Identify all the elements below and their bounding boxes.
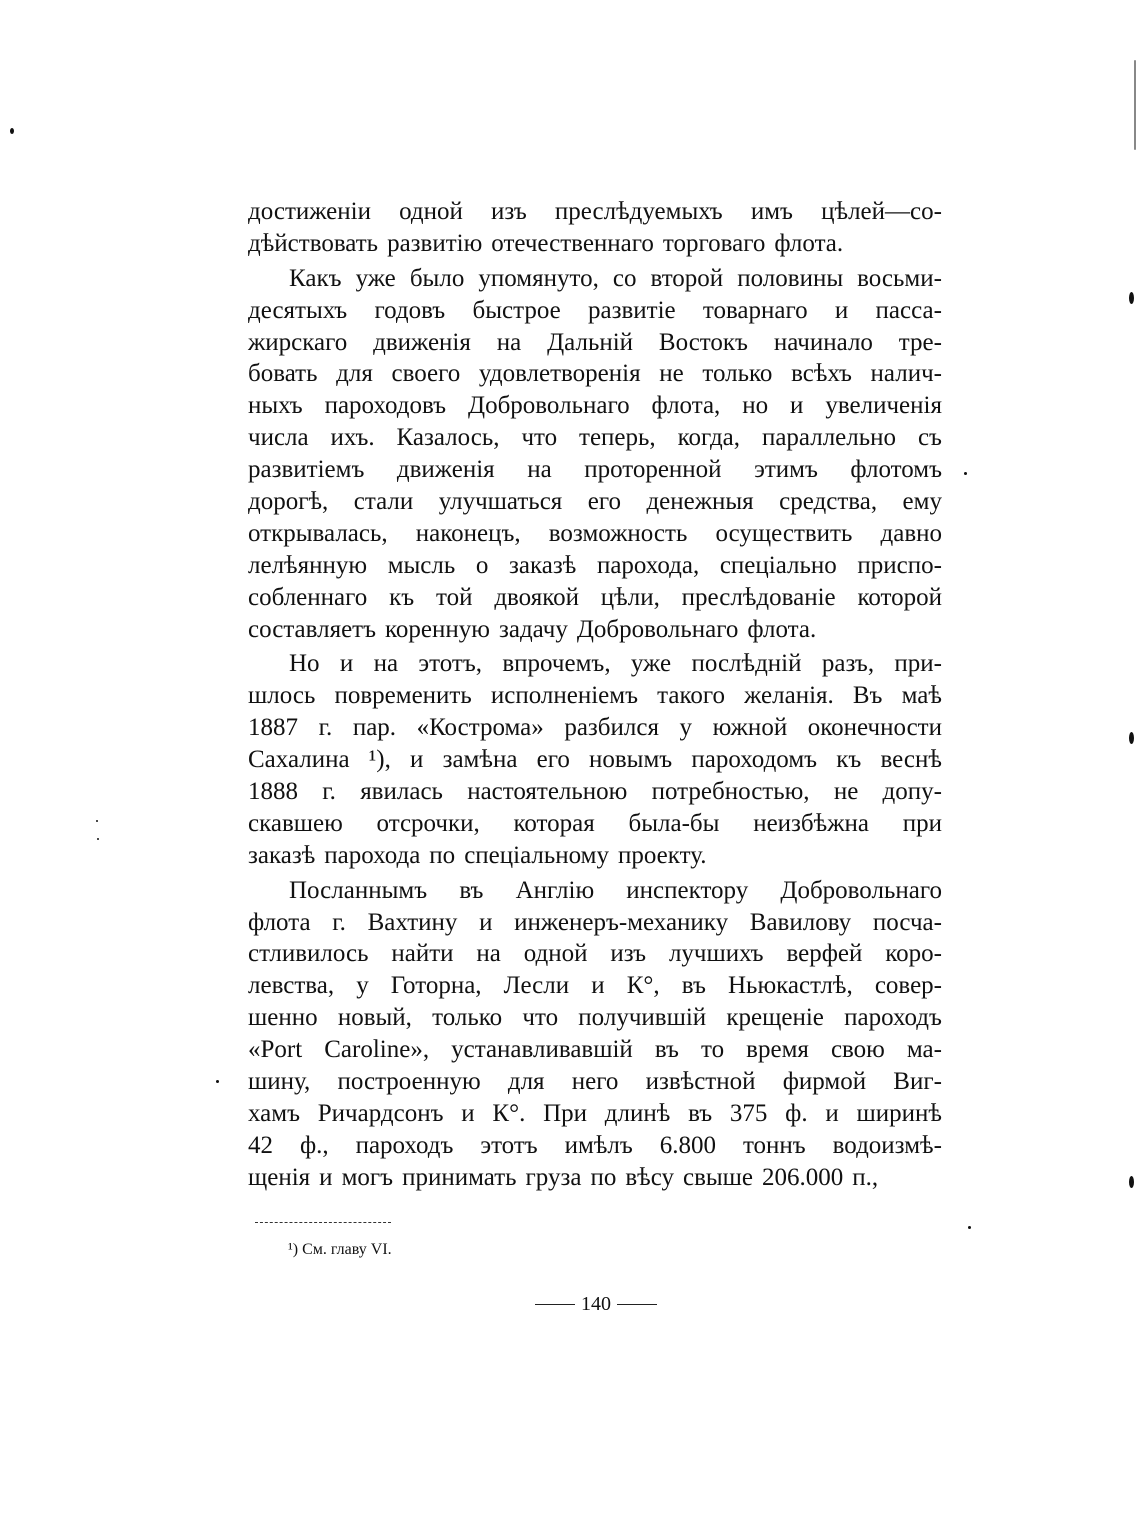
word: извѣстной: [645, 1068, 756, 1096]
word: При: [543, 1099, 588, 1127]
text-line: [248, 422, 942, 454]
word: новый,: [337, 1004, 412, 1032]
word: принимать: [402, 1163, 517, 1191]
word: торговаго: [662, 229, 766, 257]
word: К°,: [626, 972, 660, 1000]
word: Добровольнаго: [468, 392, 630, 420]
word: настоятельною: [467, 778, 628, 806]
word: по: [429, 841, 456, 869]
word: улучшаться: [438, 488, 563, 516]
word: цѣлей—со-: [821, 198, 942, 225]
word: преслѣдуемыхъ: [554, 198, 723, 225]
word: при-: [894, 650, 942, 678]
word: съ: [917, 424, 942, 452]
word: второй: [650, 264, 724, 292]
text-line: [248, 295, 942, 327]
word: одной: [399, 198, 463, 225]
word: теперь,: [579, 424, 656, 452]
word: Въ: [852, 682, 883, 710]
word: его: [536, 746, 570, 774]
word: щенія: [248, 1163, 311, 1191]
text-line: [248, 1066, 942, 1098]
word: шлось: [248, 682, 316, 710]
word: получившій: [578, 1004, 707, 1032]
word: этотъ,: [418, 650, 483, 678]
word: уже: [630, 650, 672, 678]
word: о: [475, 551, 489, 579]
word: Вахтину: [367, 908, 458, 936]
word: и: [410, 746, 424, 774]
word: на: [496, 328, 522, 356]
word: шенно: [248, 1004, 318, 1032]
word: ему: [902, 488, 942, 516]
text-line: [248, 808, 942, 840]
text-line: [248, 1034, 942, 1066]
word: параллельно: [761, 424, 897, 452]
word: Лесли: [503, 972, 570, 1000]
word: ихъ.: [330, 424, 375, 452]
word: для: [507, 1068, 545, 1096]
word: парохода,: [596, 551, 700, 579]
word: что: [521, 424, 558, 452]
word: свыше: [682, 1163, 754, 1191]
word: отсрочки,: [376, 809, 480, 837]
word: время: [746, 1036, 809, 1064]
word: флота,: [651, 392, 721, 420]
word: на: [527, 456, 552, 484]
word: допу-: [882, 778, 942, 806]
word: протоpенной: [584, 456, 722, 484]
word: дѣйствовать: [248, 229, 379, 257]
word: построенную: [337, 1068, 481, 1096]
word: со: [612, 264, 637, 292]
word: Готорна,: [390, 972, 482, 1000]
word: имъ: [750, 198, 793, 225]
word: Дальній: [547, 328, 634, 356]
word: по: [590, 1163, 617, 1191]
text-line: [248, 582, 942, 614]
word: но: [742, 392, 769, 420]
word: не: [659, 360, 684, 388]
scan-speck: [1134, 60, 1136, 150]
word: восьми-: [857, 264, 942, 292]
page-number-dash-left: [535, 1304, 575, 1305]
text-line: [248, 454, 942, 486]
word: товарнаго: [702, 296, 808, 324]
word: шину,: [248, 1068, 311, 1096]
word: была-бы: [628, 809, 720, 837]
word: флота.: [747, 615, 817, 643]
word: пароходъ: [844, 1004, 942, 1032]
body-text: [248, 196, 942, 1194]
text-line: [248, 228, 942, 260]
word: посча-: [872, 908, 942, 936]
word: тре-: [898, 328, 942, 356]
word: ¹),: [368, 746, 391, 774]
text-line: [248, 1098, 942, 1130]
word: задачу: [498, 615, 568, 643]
word: начинало: [773, 328, 873, 356]
scan-speck: [964, 472, 967, 475]
word: бовать: [248, 360, 318, 388]
word: мысль: [387, 551, 456, 579]
word: повременить: [334, 682, 472, 710]
word: заказѣ: [509, 551, 577, 579]
text-line: [248, 1002, 942, 1034]
word: годовъ: [374, 296, 446, 324]
word: той: [436, 583, 473, 611]
word: Казалось,: [396, 424, 500, 452]
word: и: [790, 392, 804, 420]
word: маѣ: [901, 682, 942, 710]
text-line: [248, 1130, 942, 1162]
word: упомянуто,: [478, 264, 599, 292]
word: давно: [880, 519, 942, 547]
word: вѣсу: [625, 1163, 674, 1191]
text-line: [248, 614, 942, 646]
word: хамъ: [248, 1099, 301, 1127]
word: было: [409, 264, 465, 292]
word: осуществить: [715, 519, 853, 547]
word: желанія.: [744, 682, 834, 710]
word: у: [679, 714, 693, 742]
word: движенія: [373, 328, 471, 356]
word: флота: [248, 908, 311, 936]
text-line: [248, 327, 942, 359]
word: 6.800: [659, 1131, 717, 1159]
word: могъ: [341, 1163, 394, 1191]
word: развитію: [387, 229, 483, 257]
word: него: [571, 1068, 619, 1096]
word: у: [356, 972, 369, 1000]
word: Посланнымъ: [289, 876, 428, 904]
text-line: [248, 518, 942, 550]
word: потребностью,: [651, 778, 810, 806]
text-line: [248, 486, 942, 518]
word: коренную: [385, 615, 490, 643]
word: къ: [389, 583, 415, 611]
word: исполненіемъ: [490, 682, 639, 710]
word: проекту.: [618, 841, 707, 869]
word: только: [702, 360, 773, 388]
word: при: [902, 809, 942, 837]
word: оконечности: [807, 714, 942, 742]
scan-speck: [96, 820, 98, 822]
word: пароходомъ: [691, 746, 818, 774]
word: 375: [729, 1099, 768, 1127]
word: спеціально: [719, 551, 837, 579]
word: К°.: [492, 1099, 526, 1127]
word: открывалась,: [248, 519, 388, 547]
word: отечественнаго: [491, 229, 654, 257]
word: явилась: [360, 778, 443, 806]
word: новымъ: [589, 746, 673, 774]
word: средства,: [779, 488, 878, 516]
word: лучшихъ: [668, 940, 764, 968]
text-line: [248, 970, 942, 1002]
page-number: [526, 1293, 666, 1316]
word: въ: [654, 1036, 679, 1064]
word: въ: [688, 1099, 713, 1127]
word: составляетъ: [248, 615, 377, 643]
scan-speck: [1129, 732, 1134, 744]
word: Востокъ: [658, 328, 748, 356]
word: не: [833, 778, 859, 806]
word: къ: [836, 746, 862, 774]
word: Caroline»,: [324, 1036, 430, 1064]
scan-speck: [216, 1080, 219, 1083]
word: десятыхъ: [248, 296, 348, 324]
word: фирмой: [782, 1068, 867, 1096]
word: Ричардсонъ: [317, 1099, 444, 1127]
word: найти: [391, 940, 454, 968]
word: изъ: [491, 198, 527, 225]
word: когда,: [677, 424, 741, 452]
word: флотомъ: [850, 456, 942, 484]
word: налич-: [870, 360, 942, 388]
word: и: [339, 650, 354, 678]
word: такого: [657, 682, 725, 710]
word: Какъ: [289, 264, 342, 292]
word: пасса-: [875, 296, 942, 324]
word: и: [825, 1099, 839, 1127]
word: и: [479, 908, 493, 936]
word: южной: [712, 714, 788, 742]
text-line: [248, 1162, 942, 1194]
word: свою: [830, 1036, 885, 1064]
word: пароходовъ: [324, 392, 447, 420]
word: замѣна: [442, 746, 518, 774]
scan-speck: [1129, 1176, 1134, 1188]
word: веснѣ: [880, 746, 942, 774]
word: флота.: [774, 229, 844, 257]
word: и: [834, 296, 849, 324]
word: Вавилову: [749, 908, 852, 936]
word: своего: [391, 360, 461, 388]
word: ф.,: [299, 1131, 329, 1159]
word: стливилось: [248, 940, 369, 968]
word: коро-: [885, 940, 942, 968]
word: скавшею: [248, 809, 343, 837]
word: достиженіи: [248, 198, 371, 225]
word: развитіе: [587, 296, 676, 324]
text-line: [248, 680, 942, 712]
word: на: [476, 940, 501, 968]
word: верфей: [786, 940, 863, 968]
word: инженеръ-механику: [514, 908, 729, 936]
word: совер-: [874, 972, 942, 1000]
text-line: [248, 263, 942, 295]
word: увеличенія: [825, 392, 942, 420]
word: г.: [322, 778, 336, 806]
word: пар.: [352, 714, 397, 742]
word: которой: [857, 583, 942, 611]
word: его: [587, 488, 621, 516]
word: возможность: [548, 519, 688, 547]
word: «Port: [248, 1036, 303, 1064]
text-line: [248, 196, 942, 228]
page-number-dash-right: [617, 1304, 657, 1305]
word: Добровольнаго: [780, 876, 942, 904]
word: разъ,: [821, 650, 875, 678]
word: изъ: [610, 940, 647, 968]
word: этотъ: [480, 1131, 538, 1159]
word: и: [319, 1163, 333, 1191]
word: 1887: [248, 714, 298, 742]
word: длинѣ: [604, 1099, 671, 1127]
word: ф.: [785, 1099, 808, 1127]
word: приспо-: [857, 551, 942, 579]
word: ма-: [906, 1036, 942, 1064]
word: уже: [355, 264, 396, 292]
text-line: [248, 550, 942, 582]
word: что: [522, 1004, 559, 1032]
text-line: [248, 875, 942, 907]
text-line: [248, 390, 942, 422]
word: разбился: [564, 714, 659, 742]
word: движенія: [396, 456, 495, 484]
word: впрочемъ,: [502, 650, 611, 678]
word: парохода: [324, 841, 421, 869]
word: спеціальному: [464, 841, 609, 869]
scan-speck: [97, 838, 99, 840]
word: двоякой: [494, 583, 579, 611]
word: удовлетворенія: [478, 360, 641, 388]
word: стали: [353, 488, 414, 516]
word: пароходъ: [355, 1131, 454, 1159]
scan-speck: [10, 128, 14, 134]
text-line: [248, 776, 942, 808]
word: на: [373, 650, 399, 678]
word: и: [591, 972, 605, 1000]
word: то: [701, 1036, 725, 1064]
text-line: [248, 744, 942, 776]
word: 206.000: [762, 1163, 844, 1191]
word: половины: [737, 264, 844, 292]
word: послѣдній: [691, 650, 802, 678]
word: 42: [248, 1131, 273, 1159]
word: наконецъ,: [415, 519, 521, 547]
word: для: [336, 360, 373, 388]
word: имѣлъ: [564, 1131, 633, 1159]
word: г.: [318, 714, 333, 742]
word: водоизмѣ-: [832, 1131, 942, 1159]
word: Англію: [515, 876, 595, 904]
word: Добровольнаго: [576, 615, 739, 643]
word: груза: [525, 1163, 582, 1191]
word: числа: [248, 424, 309, 452]
word: развитіемъ: [248, 456, 365, 484]
word: Ньюкастлѣ,: [728, 972, 853, 1000]
word: преслѣдованіе: [681, 583, 836, 611]
word: инспектору: [626, 876, 749, 904]
word: 1888: [248, 778, 298, 806]
word: одной: [523, 940, 588, 968]
word: п.,: [852, 1163, 879, 1191]
footnote: ¹) См. главу VI.: [288, 1241, 392, 1258]
text-line: [248, 840, 942, 872]
word: собленнаго: [248, 583, 368, 611]
word: этимъ: [754, 456, 818, 484]
word: въ: [681, 972, 706, 1000]
word: ныхъ: [248, 392, 303, 420]
scan-speck: [1129, 292, 1134, 304]
word: денежныя: [646, 488, 754, 516]
word: всѣхъ: [791, 360, 852, 388]
word: Но: [289, 650, 320, 678]
word: дорогѣ,: [248, 488, 329, 516]
word: лелѣянную: [248, 551, 368, 579]
text-line: [248, 712, 942, 744]
word: тоннъ: [742, 1131, 806, 1159]
page-number-value: 140: [581, 1293, 611, 1315]
word: г.: [332, 908, 346, 936]
word: ширинѣ: [856, 1099, 942, 1127]
word: и: [461, 1099, 475, 1127]
text-line: [248, 648, 942, 680]
text-line: [248, 938, 942, 970]
word: жирскаго: [248, 328, 348, 356]
scan-speck: [968, 1226, 971, 1229]
word: заказѣ: [248, 841, 316, 869]
word: цѣли,: [600, 583, 660, 611]
text-line: [248, 907, 942, 939]
word: въ: [459, 876, 484, 904]
word: устанавливавшій: [451, 1036, 633, 1064]
word: Сахалина: [248, 746, 350, 774]
word: «Кострома»: [416, 714, 544, 742]
text-line: [248, 358, 942, 390]
word: только: [432, 1004, 503, 1032]
footnote-rule: [255, 1222, 391, 1223]
word: быстрое: [472, 296, 561, 324]
word: левства,: [248, 972, 335, 1000]
word: неизбѣжна: [753, 809, 869, 837]
word: Виг-: [893, 1068, 942, 1096]
word: которая: [513, 809, 595, 837]
word: крещеніе: [726, 1004, 824, 1032]
